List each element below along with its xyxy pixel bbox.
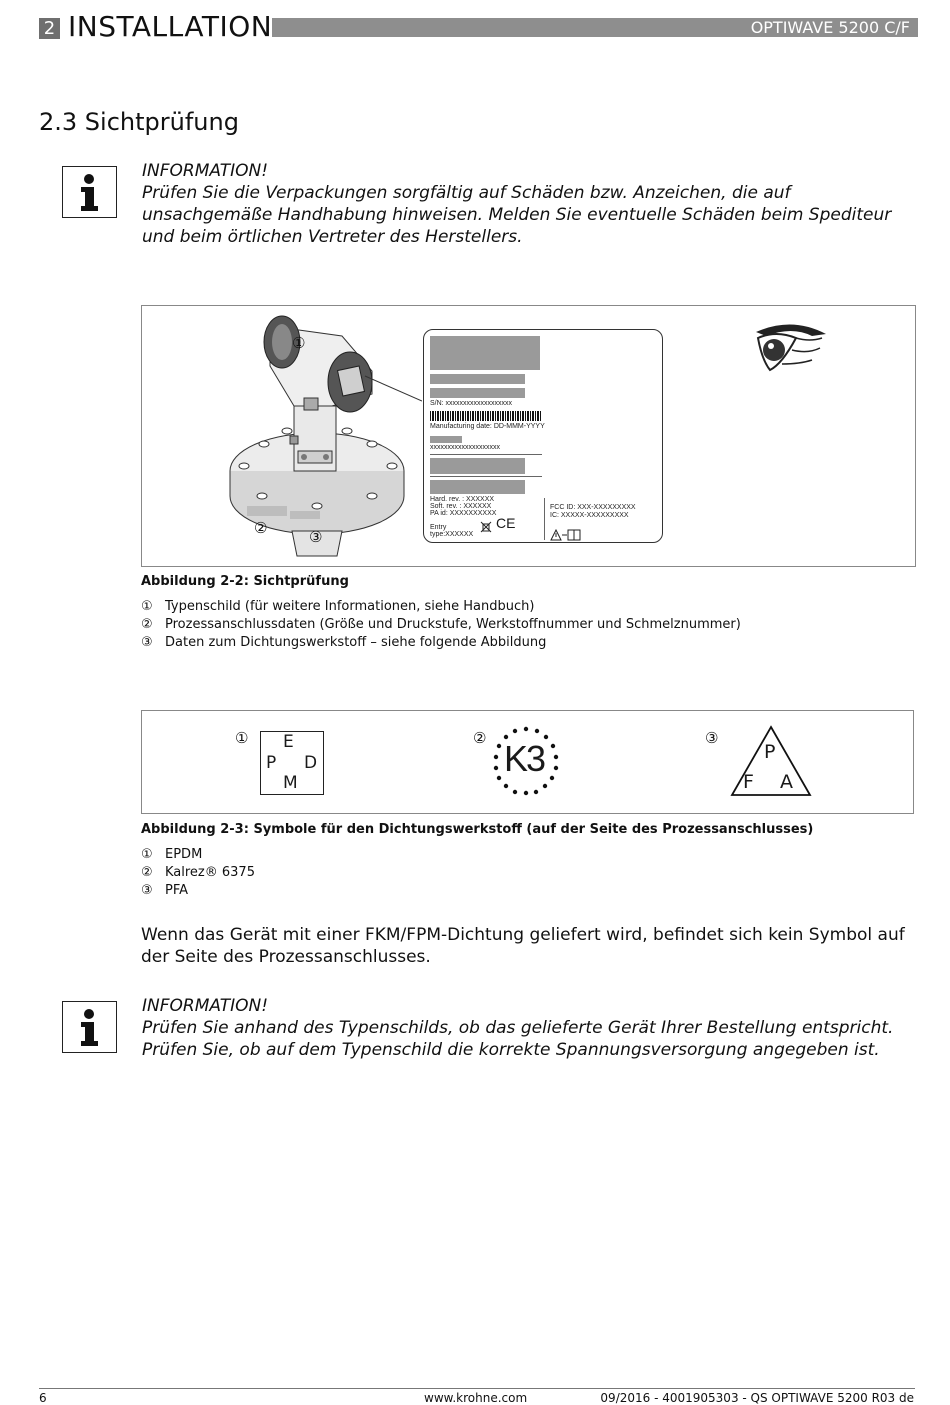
- product-code: xxxxxxxxxxxxxxxxxxxx: [430, 444, 500, 451]
- legend-item: ① Typenschild (für weitere Informationen, siehe Handbuch): [141, 599, 535, 614]
- section-title: 2.3 Sichtprüfung: [39, 108, 239, 136]
- chapter-title: INSTALLATION: [68, 10, 273, 43]
- epdm-symbol: E P D M: [260, 731, 324, 795]
- fcc-id: FCC ID: XXX-XXXXXXXXX: [550, 504, 636, 511]
- pfa-symbol: P F A: [730, 725, 812, 797]
- information-text: Prüfen Sie anhand des Typenschilds, ob das gelieferte Gerät Ihrer Bestellung entspricht. Prüfen Sie, ob auf dem Typenschild die korrekte Spannungsversorgung angegeben ist.: [142, 1018, 894, 1060]
- figure-seal-symbols: [141, 710, 914, 814]
- device-illustration: [222, 306, 422, 566]
- information-icon: [62, 166, 117, 218]
- pa-id: PA id: XXXXXXXXXX: [430, 510, 497, 517]
- figure-2-2-legend: [141, 598, 901, 652]
- ce-mark: CE: [496, 515, 516, 531]
- footer-divider: [39, 1388, 915, 1389]
- footer-website: www.krohne.com: [424, 1391, 528, 1405]
- callout-2: ②: [254, 519, 268, 537]
- entry-type: type:XXXXXX: [430, 531, 474, 538]
- callout-1: ①: [292, 334, 306, 352]
- type-nameplate: [423, 329, 663, 543]
- warning-manual-icon: [550, 526, 584, 545]
- chapter-number: 2: [39, 18, 60, 39]
- k3-text: K3: [504, 738, 545, 779]
- figure-2-3-caption: Abbildung 2-3: Symbole für den Dichtungswerkstoff (auf der Seite des Prozessanschlusses): [141, 822, 814, 837]
- figure-2-3-legend: [141, 846, 541, 900]
- eye-icon: [752, 320, 828, 378]
- symbol-3-number: ③: [705, 729, 719, 747]
- footer-doc-reference: 09/2016 - 4001905303 - QS OPTIWAVE 5200 R03 de: [600, 1391, 914, 1405]
- product-bar: OPTIWAVE 5200 C/F: [272, 18, 918, 37]
- figure-visual-inspection: [141, 305, 916, 567]
- body-paragraph: Wenn das Gerät mit einer FKM/FPM-Dichtung geliefert wird, befindet sich kein Symbol auf der Seite des Prozessanschlusses.: [141, 925, 905, 967]
- hardware-revision: Hard. rev. : XXXXXX: [430, 496, 495, 503]
- legend-item: ① EPDM: [141, 847, 203, 862]
- information-heading: INFORMATION!: [142, 161, 269, 181]
- serial-number: S/N: xxxxxxxxxxxxxxxxxxx: [430, 400, 513, 407]
- symbol-1-number: ①: [235, 729, 249, 747]
- manufacturing-date: Manufacturing date: DD-MMM-YYYY: [430, 423, 545, 430]
- information-heading: INFORMATION!: [142, 996, 269, 1016]
- information-icon: [62, 1001, 117, 1053]
- ic-id: IC: XXXXX-XXXXXXXXX: [550, 512, 629, 519]
- entry-label: Entry: [430, 524, 447, 531]
- information-block-1: [142, 160, 912, 248]
- barcode: [430, 411, 542, 421]
- figure-2-2-caption: Abbildung 2-2: Sichtprüfung: [141, 574, 349, 589]
- legend-item: ② Prozessanschlussdaten (Größe und Druckstufe, Werkstoffnummer und Schmelznummer): [141, 617, 741, 632]
- software-revision: Soft. rev. : XXXXXX: [430, 503, 492, 510]
- callout-3: ③: [309, 528, 323, 546]
- weee-bin-icon: [480, 518, 492, 537]
- legend-item: ② Kalrez® 6375: [141, 865, 255, 880]
- page-number: 6: [39, 1391, 47, 1405]
- information-block-2: [142, 995, 912, 1061]
- symbol-2-number: ②: [473, 729, 487, 747]
- kalrez-symbol: [492, 725, 560, 797]
- legend-item: ③ Daten zum Dichtungswerkstoff – siehe folgende Abbildung: [141, 635, 547, 650]
- information-text: Prüfen Sie die Verpackungen sorgfältig auf Schäden bzw. Anzeichen, die auf unsachgemäße Handhabung hinweisen. Melden Sie eventuelle Schäden beim Spediteur und beim örtlichen Vertreter des Herstellers.: [142, 183, 892, 247]
- legend-item: ③ PFA: [141, 883, 189, 898]
